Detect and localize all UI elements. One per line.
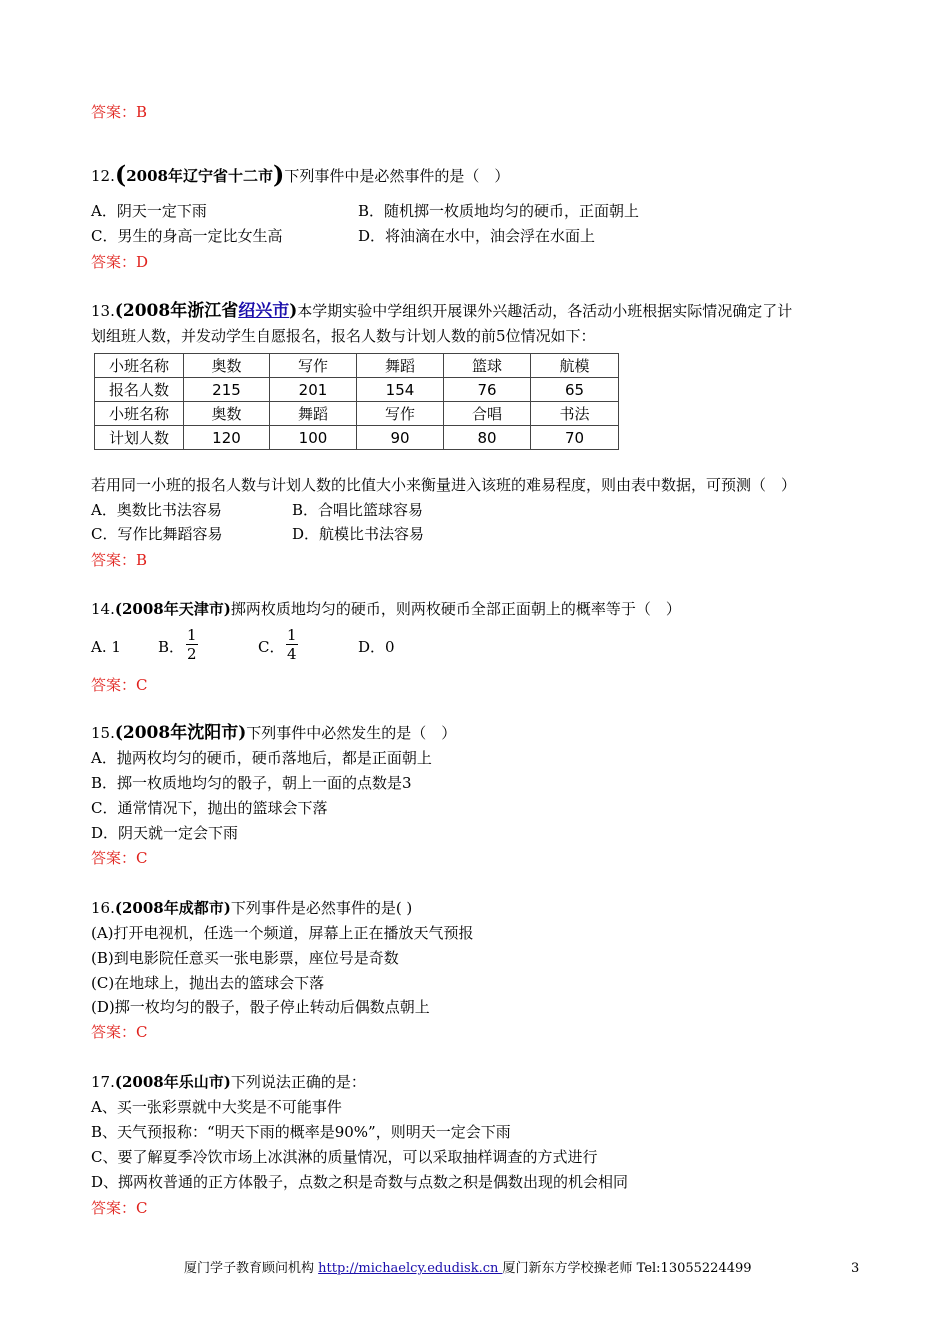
- table-cell: 215: [184, 378, 270, 402]
- table-cell: 合唱: [444, 402, 531, 426]
- question-stem: 下列事件是必然事件的是( ): [230, 899, 413, 917]
- q17-answer: 答案：C: [91, 1199, 148, 1217]
- table-cell: 90: [357, 426, 444, 450]
- q15-header: [91, 723, 456, 743]
- table-cell: 120: [184, 426, 270, 450]
- question-source: (2008年浙江省: [114, 301, 239, 321]
- page-footer: [184, 1259, 752, 1279]
- q16-option-b: (B)到电影院任意买一张电影票，座位号是奇数: [91, 949, 399, 967]
- source-paren-close: ): [272, 160, 285, 189]
- q13-option-a: A．奥数比书法容易: [91, 501, 222, 519]
- q17-option-c: C、要了解夏季冷饮市场上冰淇淋的质量情况，可以采取抽样调查的方式进行: [91, 1148, 598, 1166]
- q14-option-b-fraction: [186, 626, 198, 663]
- q14-option-a: A. 1: [91, 638, 121, 656]
- q13-header: [91, 301, 792, 321]
- q11-answer: 答案：B: [91, 103, 148, 121]
- table-cell: 报名人数: [95, 378, 184, 402]
- question-source: (2008年乐山市): [114, 1073, 231, 1091]
- q14-answer: 答案：C: [91, 676, 148, 694]
- q13-option-c: C．写作比舞蹈容易: [91, 525, 223, 543]
- fraction-denominator: 2: [187, 645, 197, 663]
- q15-option-a: A．抛两枚均匀的硬币，硬币落地后，都是正面朝上: [91, 749, 432, 767]
- source-paren-open: (: [114, 160, 127, 189]
- footer-link[interactable]: http://michaelcy.edudisk.cn: [318, 1261, 503, 1276]
- question-source: 2008年辽宁省十二市: [126, 167, 273, 185]
- q13-option-b: B．合唱比篮球容易: [292, 501, 424, 519]
- q12-answer: 答案：D: [91, 253, 149, 271]
- q12-option-b: B．随机掷一枚质地均匀的硬币，正面朝上: [358, 202, 640, 220]
- q16-answer: 答案：C: [91, 1023, 148, 1041]
- table-cell: 154: [357, 378, 444, 402]
- q13-option-d: D．航模比书法容易: [292, 525, 425, 543]
- table-cell: 201: [270, 378, 357, 402]
- question-stem: 下列说法正确的是：: [230, 1073, 366, 1091]
- table-cell: 奥数: [184, 402, 270, 426]
- table-cell: 篮球: [444, 354, 531, 378]
- q14-option-c-label: C．: [258, 638, 285, 656]
- table-cell: 航模: [531, 354, 619, 378]
- q15-option-c: C．通常情况下，抛出的篮球会下落: [91, 799, 328, 817]
- question-number: 14.: [91, 600, 115, 618]
- q17-option-a: A、买一张彩票就中大奖是不可能事件: [91, 1098, 342, 1116]
- table-cell: 舞蹈: [270, 402, 357, 426]
- question-number: 13.: [91, 302, 115, 320]
- table-cell: 小班名称: [95, 402, 184, 426]
- table-row: [95, 402, 619, 426]
- q12-option-d: D．将油滴在水中，油会浮在水面上: [358, 227, 596, 245]
- question-number: 17.: [91, 1073, 115, 1091]
- question-number: 12.: [91, 167, 115, 185]
- table-cell: 76: [444, 378, 531, 402]
- q13-answer: 答案：B: [91, 551, 148, 569]
- table-cell: 65: [531, 378, 619, 402]
- table-cell: 70: [531, 426, 619, 450]
- question-stem-line1: 本学期实验中学组织开展课外兴趣活动，各活动小班根据实际情况确定了计: [297, 302, 793, 320]
- page-number: 3: [851, 1261, 860, 1276]
- table-cell: 80: [444, 426, 531, 450]
- table-cell: 小班名称: [95, 354, 184, 378]
- q15-option-b: B．掷一枚质地均匀的骰子，朝上一面的点数是3: [91, 774, 412, 792]
- q12-option-a: A．阴天一定下雨: [91, 202, 207, 220]
- footer-contact: 厦门新东方学校操老师 Tel:13055224499: [502, 1261, 752, 1276]
- q15-answer: 答案：C: [91, 849, 148, 867]
- q14-option-c-fraction: [286, 626, 298, 663]
- fraction-numerator: 1: [187, 626, 197, 644]
- question-source: (2008年沈阳市): [114, 723, 247, 743]
- q12-option-c: C．男生的身高一定比女生高: [91, 227, 283, 245]
- table-cell: 写作: [270, 354, 357, 378]
- fraction-denominator: 4: [287, 645, 297, 663]
- enrollment-table: [94, 353, 619, 450]
- q13-stem-line2: 划组班人数，并发动学生自愿报名，报名人数与计划人数的前5位情况如下：: [91, 327, 596, 345]
- table-cell: 书法: [531, 402, 619, 426]
- table-cell: 100: [270, 426, 357, 450]
- table-row: [95, 378, 619, 402]
- q14-header: [91, 599, 681, 619]
- table-cell: 写作: [357, 402, 444, 426]
- source-city-link[interactable]: 绍兴市: [238, 301, 290, 321]
- q16-option-d: (D)掷一枚均匀的骰子，骰子停止转动后偶数点朝上: [91, 998, 430, 1016]
- question-source: (2008年天津市): [114, 600, 231, 618]
- table-cell: 奥数: [184, 354, 270, 378]
- footer-org: 厦门学子教育顾问机构: [184, 1261, 319, 1276]
- table-cell: 计划人数: [95, 426, 184, 450]
- source-paren-close: ): [289, 301, 298, 321]
- table-cell: 舞蹈: [357, 354, 444, 378]
- table-row: [95, 354, 619, 378]
- q17-header: [91, 1072, 366, 1092]
- question-number: 16.: [91, 899, 115, 917]
- q12-header: [91, 160, 510, 189]
- q13-question: 若用同一小班的报名人数与计划人数的比值大小来衡量进入该班的难易程度，则由表中数据，可预测（ ）: [91, 476, 797, 494]
- q17-option-b: B、天气预报称：“明天下雨的概率是90%”，则明天一定会下雨: [91, 1123, 511, 1141]
- q16-header: [91, 898, 412, 918]
- q17-option-d: D、掷两枚普通的正方体骰子，点数之积是奇数与点数之积是偶数出现的机会相同: [91, 1173, 629, 1191]
- q14-option-b-label: B．: [158, 638, 185, 656]
- q16-option-a: (A)打开电视机，任选一个频道，屏幕上正在播放天气预报: [91, 924, 474, 942]
- question-number: 15.: [91, 724, 115, 742]
- table-row: [95, 426, 619, 450]
- q14-option-d: D．0: [358, 638, 395, 656]
- question-stem: 掷两枚质地均匀的硬币，则两枚硬币全部正面朝上的概率等于（ ）: [230, 600, 681, 618]
- question-source: (2008年成都市): [114, 899, 231, 917]
- fraction-numerator: 1: [287, 626, 297, 644]
- question-stem: 下列事件中是必然事件的是（ ）: [284, 167, 510, 185]
- q15-option-d: D．阴天就一定会下雨: [91, 824, 239, 842]
- q16-option-c: (C)在地球上，抛出去的篮球会下落: [91, 974, 325, 992]
- question-stem: 下列事件中必然发生的是（ ）: [246, 724, 457, 742]
